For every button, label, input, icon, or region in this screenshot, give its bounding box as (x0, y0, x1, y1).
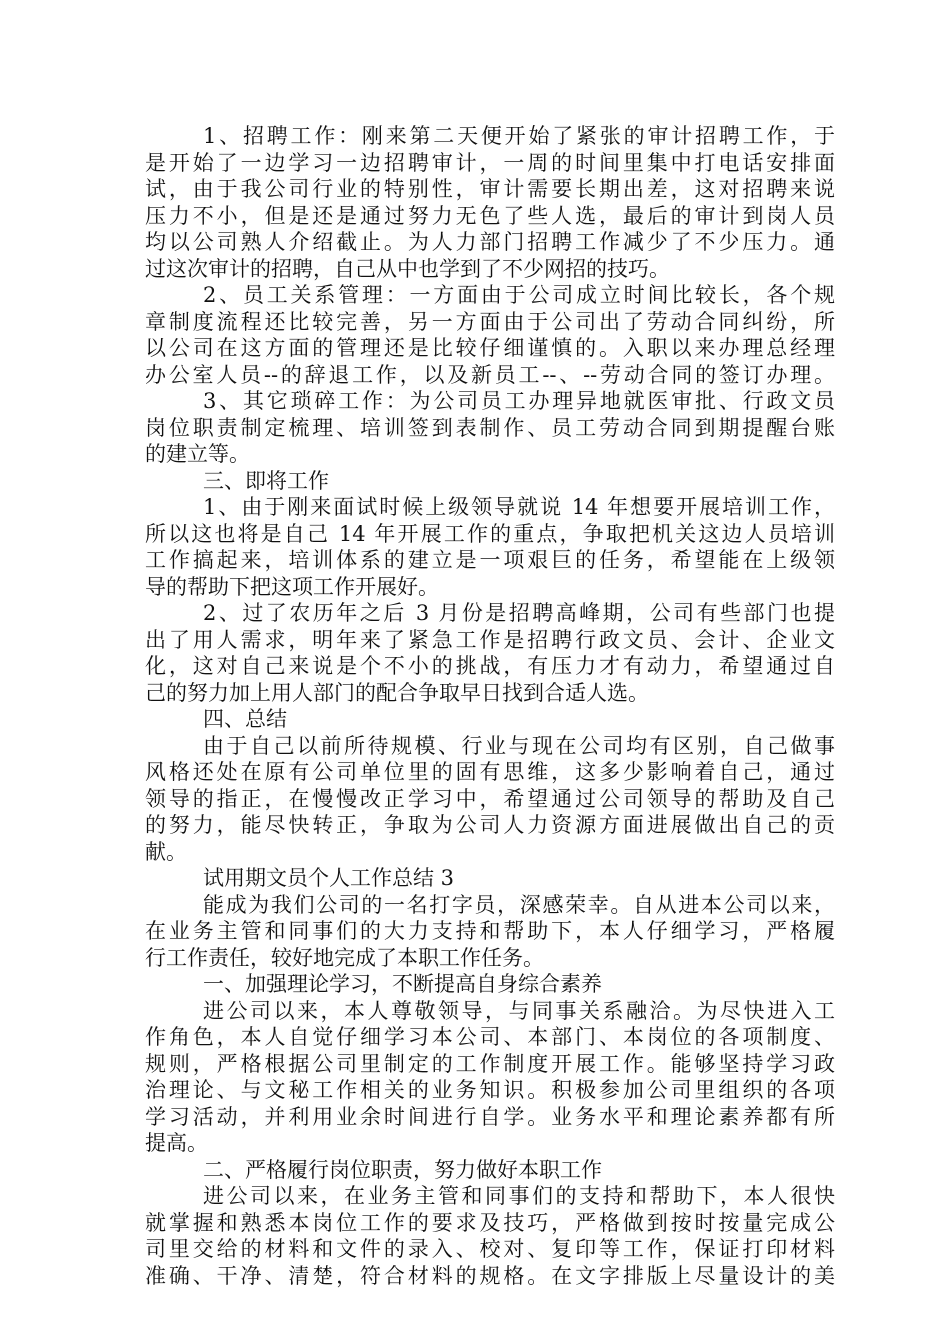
text-line: 所以这也将是自己 14 年开展工作的重点，争取把机关这边人员培训 (145, 521, 835, 546)
text-line: 进公司以来，在业务主管和同事们的支持和帮助下，本人很快 (203, 1184, 835, 1208)
text-line: 在业务主管和同事们的大力支持和帮助下，本人仔细学习，严格履 (145, 919, 835, 943)
text-line: 三、即将工作 (203, 468, 329, 493)
text-line: 献。 (145, 839, 187, 864)
text-line: 2、过了农历年之后 3 月份是招聘高峰期，公司有些部门也提 (203, 601, 835, 625)
text-line: 一、加强理论学习，不断提高自身综合素养 (203, 972, 602, 996)
text-line: 化，这对自己来说是个不小的挑战，有压力才有动力，希望通过自 (145, 654, 835, 678)
text-line: 能成为我们公司的一名打字员，深感荣幸。自从进本公司以来， (203, 892, 835, 917)
text-line: 规则，严格根据公司里制定的工作制度开展工作。能够坚持学习政 (145, 1051, 835, 1076)
text-line: 1、招聘工作：刚来第二天便开始了紧张的审计招聘工作，于 (203, 124, 835, 148)
text-line: 学习活动，并利用业余时间进行自学。业务水平和理论素养都有所 (145, 1104, 835, 1129)
text-line: 由于自己以前所待规模、行业与现在公司均有区别，自己做事 (203, 733, 835, 758)
text-line: 己的努力加上用人部门的配合争取早日找到合适人选。 (145, 680, 649, 705)
text-line: 行工作责任，较好地完成了本职工作任务。 (145, 945, 544, 970)
text-line: 岗位职责制定梳理、培训签到表制作、员工劳动合同到期提醒台账 (145, 415, 835, 440)
text-line: 1、由于刚来面试时候上级领导就说 14 年想要开展培训工作， (203, 495, 835, 519)
text-line: 章制度流程还比较完善，另一方面由于公司出了劳动合同纠纷，所 (145, 309, 835, 334)
text-line: 准确、干净、清楚，符合材料的规格。在文字排版上尽量设计的美 (145, 1263, 835, 1288)
text-line: 是开始了一边学习一边招聘审计，一周的时间里集中打电话安排面 (145, 150, 835, 175)
text-line: 办公室人员--的辞退工作，以及新员工--、--劳动合同的签订办理。 (145, 362, 835, 387)
text-line: 治理论、与文秘工作相关的业务知识。积极参加公司里组织的各项 (145, 1078, 835, 1102)
text-line: 就掌握和熟悉本岗位工作的要求及技巧，严格做到按时按量完成公 (145, 1210, 835, 1235)
text-line: 司里交给的材料和文件的录入、校对、复印等工作，保证打印材料 (145, 1237, 835, 1261)
text-line: 均以公司熟人介绍截止。为人力部门招聘工作减少了不少压力。通 (145, 230, 835, 254)
text-line: 二、严格履行岗位职责，努力做好本职工作 (203, 1157, 602, 1182)
text-line: 的建立等。 (145, 442, 250, 466)
text-line: 3、其它琐碎工作：为公司员工办理异地就医审批、行政文员 (203, 389, 835, 413)
text-line: 压力不小，但是还是通过努力无色了些人选，最后的审计到岗人员 (145, 203, 835, 228)
document-page (145, 123, 835, 1289)
text-line: 导的帮助下把这项工作开展好。 (145, 574, 439, 599)
text-line: 风格还处在原有公司单位里的固有思维，这多少影响着自己，通过 (145, 760, 835, 784)
text-line: 领导的指正，在慢慢改正学习中，希望通过公司领导的帮助及自己 (145, 786, 835, 811)
text-line: 的努力，能尽快转正，争取为公司人力资源方面进展做出自己的贡 (145, 813, 835, 837)
text-line: 作角色，本人自觉仔细学习本公司、本部门、本岗位的各项制度、 (145, 1025, 835, 1049)
text-line: 2、员工关系管理：一方面由于公司成立时间比较长，各个规 (203, 283, 835, 307)
text-line: 四、总结 (203, 707, 287, 731)
text-line: 进公司以来，本人尊敬领导，与同事关系融洽。为尽快进入工 (203, 998, 835, 1023)
text-line: 出了用人需求，明年来了紧急工作是招聘行政文员、会计、企业文 (145, 627, 835, 652)
text-line: 试，由于我公司行业的特别性，审计需要长期出差，这对招聘来说 (145, 177, 835, 201)
text-line: 以公司在这方面的管理还是比较仔细谨慎的。入职以来办理总经理 (145, 336, 835, 360)
text-line: 工作搞起来，培训体系的建立是一项艰巨的任务，希望能在上级领 (145, 548, 835, 572)
text-line: 试用期文员个人工作总结 3 (203, 866, 455, 890)
text-line: 提高。 (145, 1131, 208, 1155)
text-line: 过这次审计的招聘，自己从中也学到了不少网招的技巧。 (145, 256, 670, 281)
